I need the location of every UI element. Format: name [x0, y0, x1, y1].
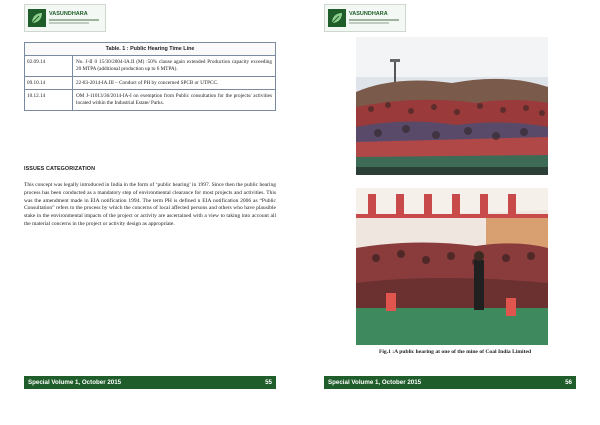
section-body-text: This concept was legally introduced in India in the form of ‘public hearing’ in 1997. Since then the public hearing process has been conducted as a mandatory step of environmental clearance for most projects and activities. This was the amendment made in EIA notification 1994. The term PH is defined n EIA notification 2006 as “Public Consultation” refers to the process by which the concerns of local affected persons and others who have plausible stake in the environmental impacts of the project or activity are ascertained with a view to taking into account all the material concerns in the project or activity design as appropriate. [24, 182, 276, 227]
table-cell-description: No. J-II 0 15/30/2004-IA.II (M) :50% clause again extended Production capacity exceeding 20 MTPA (additional production up to 6 MTPA). [76, 59, 272, 72]
public-hearing-tent-photo [356, 188, 548, 345]
logo-tagline-line [349, 22, 389, 24]
table-cell-date: 02.09.14 [25, 56, 73, 76]
page-footer [24, 376, 276, 389]
logo-brand-name: VASUNDHARA [349, 10, 388, 17]
logo-brand-name: VASUNDHARA [49, 10, 88, 17]
table-cell-date: 10.12.14 [25, 90, 73, 110]
page-footer [324, 376, 576, 389]
public-hearing-timeline-table [24, 42, 276, 111]
footer-page-number: 56 [565, 379, 572, 386]
public-hearing-crowd-photo [356, 37, 548, 175]
table-row [25, 56, 275, 77]
table-cell-description: 22-83-2014-IA.III – Conduct of PH by concerned SPCB or UTPCC. [76, 79, 219, 86]
logo-tagline-line [49, 22, 89, 24]
leaf-icon [28, 9, 46, 27]
table-cell-date: 09.10.14 [25, 77, 73, 90]
figure-caption: Fig.1 :A public hearing at one of the mine of Coal India Limited [378, 349, 532, 355]
right-page [300, 0, 600, 425]
logo-tagline-line [349, 19, 399, 21]
table-row [25, 77, 275, 91]
journal-logo [24, 4, 106, 32]
journal-logo [324, 4, 406, 32]
table-title: Table. 1 : Public Hearing Time Line [25, 43, 275, 56]
logo-tagline-line [49, 19, 99, 21]
footer-page-number: 55 [265, 379, 272, 386]
footer-volume: Special Volume 1, October 2015 [328, 379, 422, 386]
table-cell-description: OM J-11013/36/2014-IA-I on exemption from Public consultation for the projects/ activities located within the Industrial Estate/ Parks. [76, 93, 272, 106]
leaf-icon [328, 9, 346, 27]
table-row [25, 90, 275, 110]
footer-volume: Special Volume 1, October 2015 [28, 379, 122, 386]
section-heading: ISSUES CATEGORIZATION [24, 166, 96, 172]
